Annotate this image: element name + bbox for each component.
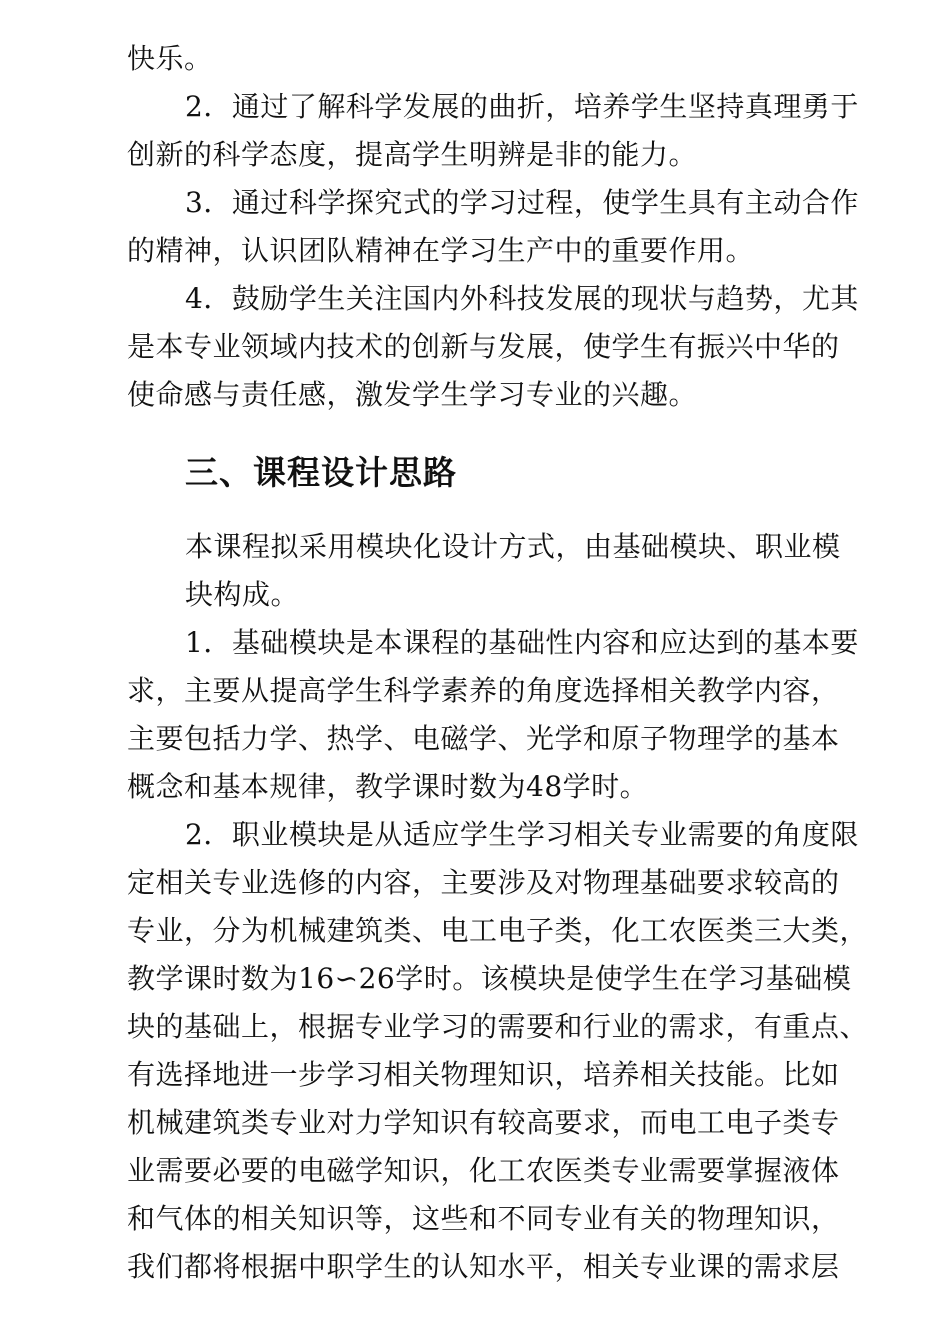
paragraph-line: 业需要必要的电磁学知识，化工农医类专业需要掌握液体: [127, 1154, 840, 1187]
paragraph-line: 专业，分为机械建筑类、电工电子类，化工农医类三大类，: [127, 914, 869, 947]
paragraph-line: 本课程拟采用模块化设计方式，由基础模块、职业模: [185, 530, 841, 563]
paragraph-line: 4．鼓励学生关注国内外科技发展的现状与趋势，尤其: [185, 282, 859, 315]
paragraph-line: 1．基础模块是本课程的基础性内容和应达到的基本要: [185, 626, 859, 659]
paragraph-line: 教学课时数为16∽26学时。该模块是使学生在学习基础模: [127, 962, 852, 995]
paragraph-line: 机械建筑类专业对力学知识有较高要求，而电工电子类专: [127, 1106, 840, 1139]
section-heading: 三、课程设计思路: [185, 453, 457, 492]
paragraph-line: 我们都将根据中职学生的认知水平，相关专业课的需求层: [127, 1250, 840, 1283]
paragraph-line: 使命感与责任感，激发学生学习专业的兴趣。: [127, 378, 698, 411]
paragraph-line: 2．通过了解科学发展的曲折，培养学生坚持真理勇于: [185, 90, 859, 123]
paragraph-line: 块构成。: [185, 578, 300, 611]
paragraph-line: 的精神，认识团队精神在学习生产中的重要作用。: [127, 234, 755, 267]
paragraph-line: 块的基础上，根据专业学习的需要和行业的需求，有重点、: [127, 1010, 869, 1043]
paragraph-line: 主要包括力学、热学、电磁学、光学和原子物理学的基本: [127, 722, 840, 755]
paragraph-line: 3．通过科学探究式的学习过程，使学生具有主动合作: [185, 186, 859, 219]
paragraph-line: 是本专业领域内技术的创新与发展，使学生有振兴中华的: [127, 330, 840, 363]
paragraph-line: 2．职业模块是从适应学生学习相关专业需要的角度限: [185, 818, 859, 851]
paragraph-line: 快乐。: [127, 42, 213, 75]
paragraph-line: 求，主要从提高学生科学素养的角度选择相关教学内容，: [127, 674, 840, 707]
paragraph-line: 有选择地进一步学习相关物理知识，培养相关技能。比如: [127, 1058, 840, 1091]
paragraph-line: 和气体的相关知识等，这些和不同专业有关的物理知识，: [127, 1202, 840, 1235]
paragraph-line: 定相关专业选修的内容，主要涉及对物理基础要求较高的: [127, 866, 840, 899]
paragraph-line: 创新的科学态度，提高学生明辨是非的能力。: [127, 138, 698, 171]
paragraph-line: 概念和基本规律，教学课时数为48学时。: [127, 770, 649, 803]
